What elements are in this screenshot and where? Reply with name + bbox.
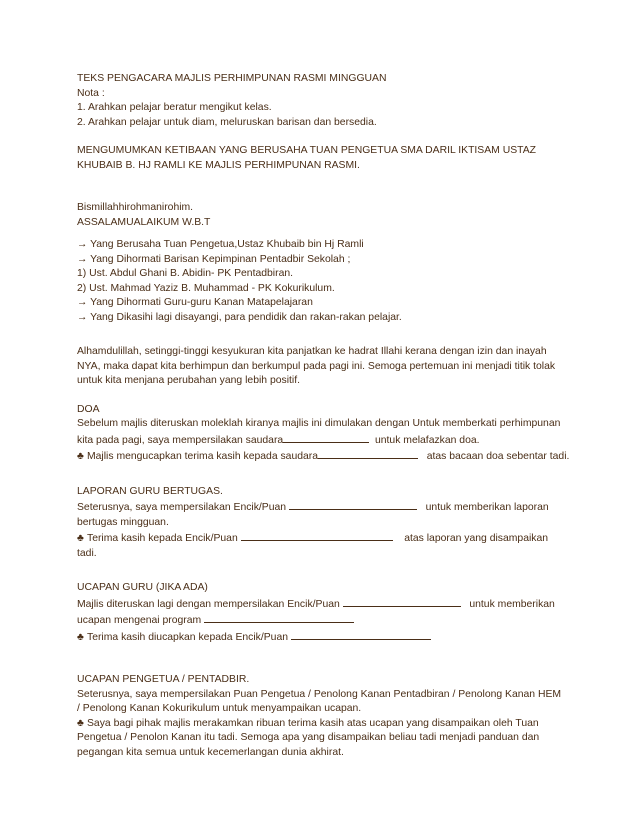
blank-field[interactable] [289,499,417,510]
ucapan-guru-line [77,596,567,613]
club-bullet-icon: ♣ [77,631,84,643]
laporan-line: tadi. [77,547,97,559]
ucapan-pengetua-line: / Penolong Kanan Kokurikulum untuk menyampaikan ucapan. [77,703,362,714]
blank-field[interactable] [241,530,393,541]
ucapan-pengetua-line [77,717,567,732]
doa-line [77,432,567,449]
laporan-text: untuk memberikan laporan [425,502,549,513]
club-bullet-icon: ♣ [77,451,84,462]
document-title: TEKS PENGACARA MAJLIS PERHIMPUNAN RASMI MINGGUAN [77,73,387,84]
ucapan-guru-text: untuk memberikan [469,598,555,610]
ucapan-guru-text: Majlis diteruskan lagi dengan mempersilakan Encik/Puan [77,598,340,610]
doa-text: untuk melafazkan doa. [374,434,480,446]
opening-line: Bismillahhirohmanirohim. [77,202,194,213]
ucapan-pengetua-line: Pengetua / Penolon Kanan itu tadi. Semoga apa yang disampaikan beliau tadi menjadi panduan dan [77,732,540,743]
salutation-item: → Yang Dikasihi lagi disayangi, para pendidik dan rakan-rakan pelajar. [77,311,402,323]
nota-label: Nota : [77,87,105,99]
laporan-text: atas laporan yang disampaikan [404,533,549,544]
blank-field[interactable] [291,629,431,640]
blank-field[interactable] [204,612,354,623]
salutation-item: → Yang Berusaha Tuan Pengetua,Ustaz Khubaib bin Hj Ramli [77,239,364,250]
salutation-item: 2) Ust. Mahmad Yaziz B. Muhammad - PK Kokurikulum. [77,282,335,294]
nota-item: 2. Arahkan pelajar untuk diam, meluruskan barisan dan bersedia. [77,116,377,128]
laporan-line [77,499,567,516]
laporan-line: bertugas mingguan. [77,516,169,528]
club-bullet-icon: ♣ [77,717,84,729]
salutation-item: 1) Ust. Abdul Ghani B. Abidin- PK Pentadbiran. [77,268,294,279]
announcement-line: KHUBAIB B. HJ RAMLI KE MAJLIS PERHIMPUNAN RASMI. [77,159,360,171]
doa-heading: DOA [77,403,100,415]
opening-greeting: ASSALAMUALAIKUM W.B.T [77,216,211,228]
ucapan-pengetua-line: Seterusnya, saya mempersilakan Puan Pengetua / Penolong Kanan Pentadbiran / Penolong Kanan HEM [77,688,562,700]
ucapan-guru-line [77,612,567,629]
laporan-text: Seterusnya, saya mempersilakan Encik/Puan [77,502,287,513]
laporan-heading: LAPORAN GURU BERTUGAS. [77,485,223,497]
salutation-item: → Yang Dihormati Barisan Kepimpinan Pentadbir Sekolah ; [77,253,351,265]
ucapan-pengetua-heading: UCAPAN PENGETUA / PENTADBIR. [77,674,250,685]
ucapan-guru-heading: UCAPAN GURU (JIKA ADA) [77,582,208,593]
blank-field[interactable] [318,448,418,459]
blank-field[interactable] [283,432,369,443]
salutation-item: → Yang Dihormati Guru-guru Kanan Matapelajaran [77,297,313,308]
laporan-line [77,530,567,547]
doa-text: Majlis mengucapkan terima kasih kepada saudara [87,451,319,462]
doa-line [77,448,570,465]
document-body [77,72,570,760]
announcement-line: MENGUMUMKAN KETIBAAN YANG BERUSAHA TUAN PENGETUA SMA DARIL IKTISAM USTAZ [77,145,537,156]
ucapan-guru-text: Terima kasih diucapkan kepada Encik/Puan [87,631,289,643]
nota-item: 1. Arahkan pelajar beratur mengikut kelas. [77,102,272,113]
laporan-text: Terima kasih kepada Encik/Puan [87,533,238,544]
blank-field[interactable] [343,596,461,607]
intro-line: NYA, maka dapat kita berhimpun dan berkumpul pada pagi ini. Semoga pertemuan ini menjadi titik tolak [77,360,556,372]
club-bullet-icon: ♣ [77,533,84,544]
intro-line: untuk kita menjana perubahan yang lebih positif. [77,375,300,386]
doa-text: atas bacaan doa sebentar tadi. [426,451,570,462]
intro-line: Alhamdulillah, setinggi-tinggi kesyukuran kita panjatkan ke hadrat Illahi kerana dengan izin dan inayah [77,346,547,357]
doa-text: kita pada pagi, saya mempersilakan saudara [77,434,284,446]
ucapan-guru-line [77,629,567,646]
ucapan-pengetua-line: pegangan kita semua untuk kecemerlangan dunia akhirat. [77,746,344,758]
ucapan-guru-text: ucapan mengenai program [77,615,202,626]
doa-line: Sebelum majlis diteruskan moleklah kiranya majlis ini dimulakan dengan Untuk memberkati perhimpunan [77,418,561,429]
ucapan-pengetua-text: Saya bagi pihak majlis merakamkan ribuan terima kasih atas ucapan yang disampaikan oleh Tuan [87,717,539,729]
